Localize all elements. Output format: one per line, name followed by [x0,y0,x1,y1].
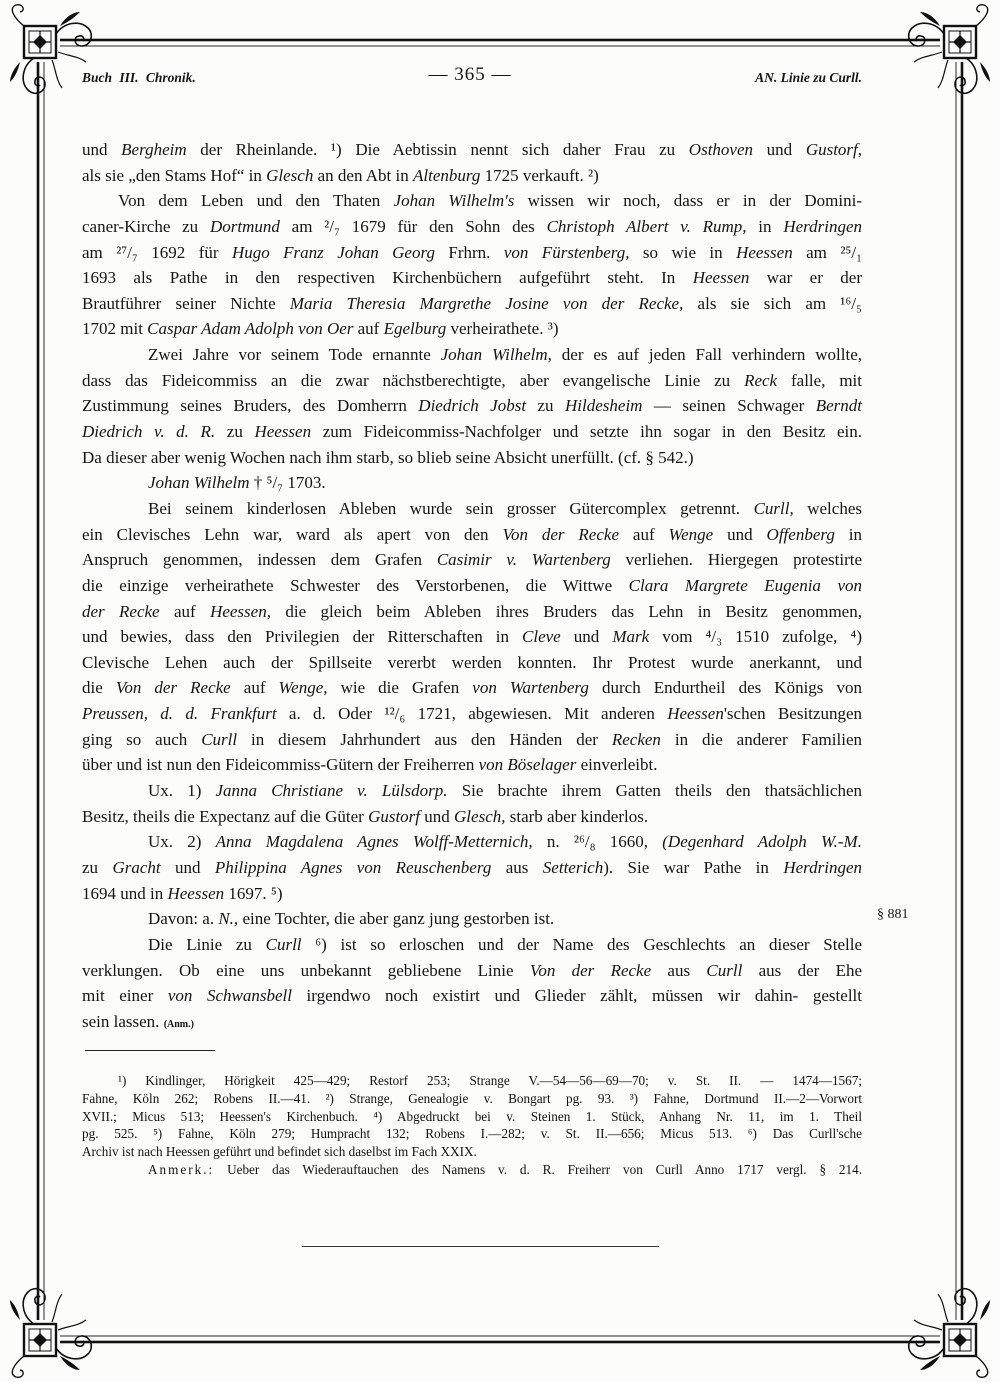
text-run: und [713,524,767,544]
text-run: caner-Kirche zu [82,216,210,236]
text-run: zum Fideicommiss-Nachfolger und setzte ihn sogar in den Besitz ein. [311,422,862,442]
italic-text-run: Johan Wilhelm [148,473,250,493]
italic-text-run: Curll, [753,498,794,518]
text-run: so wie in [629,242,737,262]
italic-text-run: Altenburg [413,165,481,185]
italic-text-run: Herdringen [783,857,863,877]
italic-text-run: Egelburg [383,319,447,339]
text-run: der es auf jeden Fall verhindern wollte, [551,345,862,365]
italic-text-run: Von der Recke [529,960,652,980]
italic-text-run: Clara Margrete Eugenia von [628,575,862,595]
text-run: in [746,216,784,236]
italic-text-run: Recken [611,729,661,749]
italic-text-run: Curll [265,934,302,954]
text-run: Besitz, theils die Expectanz auf die Güter [82,806,369,826]
text-run: ⁶) ist so erloschen und der Name des Geschlechts an dieser Stelle [301,934,862,954]
text-run: mit einer [82,986,168,1006]
text-line [82,675,862,701]
text-run: und bewies, dass den Privilegien der Ritterschaften in [82,627,523,647]
footnotes [82,1072,862,1179]
text-run: ¹) Kindlinger, Hörigkeit 425—429; Restorf 253; Strange V.—54—56—69—70; v. St. II. — 1474—1567; [118,1073,862,1088]
text-run: starb aber kinderlos. [505,806,649,826]
italic-text-run: Heessen [692,268,750,288]
italic-text-run: Gracht [112,857,161,877]
text-line [82,1108,862,1126]
text-run: 1693 als Pathe in den respectiven Kirchenbüchern aufgeführt steht. In [82,268,693,288]
text-line [82,188,862,214]
italic-text-run: Von der Recke [115,678,231,698]
italic-text-run: Curll [706,960,743,980]
italic-text-run: Berndt [815,396,862,416]
italic-text-run: Gustorf [368,806,421,826]
text-run: vom ⁴/₃ 1510 zufolge, ⁴) [649,627,862,647]
text-line [82,881,862,907]
italic-text-run: Hugo Franz Johan Georg [231,242,435,262]
text-run: einverleibt. [576,755,658,775]
text-run: dass das Fideicommiss an die zwar nächstberechtigte, aber evangelische Linie zu [82,370,745,390]
bottom-rule [302,1246,659,1247]
text-run: über und ist nun den Fideicommiss-Gütern der Freiherren [82,755,479,775]
italic-text-run: Glesch [266,165,314,185]
text-line [82,1090,862,1108]
text-line [82,265,862,291]
corner-ornament-bottom-left [10,1289,91,1378]
italic-text-run: Curll [201,729,238,749]
text-run: Sie brachte ihrem Gatten theils den thatsächlichen [447,781,862,801]
text-run: 1725 verkauft. ²) [480,165,599,185]
text-line [82,958,862,984]
italic-text-run: Glesch, [454,806,506,826]
text-run: durch Endurtheil des Königs von [588,678,862,698]
text-run: und [420,806,455,826]
text-line [82,624,862,650]
italic-text-run: Herdringen [783,216,863,236]
text-run: 1697. ⁵) [224,883,283,903]
text-run: † ⁵/₇ 1703. [249,473,326,493]
italic-text-run: Von der Recke [502,524,619,544]
text-line [82,547,862,573]
text-run: in [834,524,862,544]
text-run: wissen wir noch, dass er in der Domini- [514,191,862,211]
italic-text-run: Cleve [522,627,561,647]
text-run: als sie „den Stams Hof“ in [82,165,267,185]
italic-text-run: der Recke [82,601,160,621]
text-run: die [82,678,116,698]
text-line [82,906,909,932]
text-run: Clevische Lehen auch der Spillseite vererbt werden konnten. Ihr Protest wurde anerkannt, und [82,652,862,672]
text-run: XVII.; Micus 513; Heessen's Kirchenbuch. ⁴) Abgedruckt bei v. Steinen 1. Stück, Anhang Nr. 11, im 1. Theil [82,1108,862,1124]
main-text [82,137,909,1034]
text-run: auf [230,678,279,698]
italic-text-run: Mark [612,627,650,647]
text-run: verheirathete. ³) [446,319,559,339]
text-run: sein lassen. [82,1011,164,1031]
text-run: aus [651,960,707,980]
text-run: und [560,627,613,647]
text-line [82,445,862,471]
text-line [82,752,862,778]
italic-text-run: Diedrich v. d. R. [82,422,216,442]
text-run: Anmerk.: [148,1161,215,1177]
text-run: Zustimmung seines Bruders, des Domherrn [82,396,419,416]
text-run: 'schen Besitzungen [723,704,862,724]
text-line [82,214,862,240]
text-run: Davon: a. [148,909,219,929]
text-run: als sie sich am ¹⁶/₅ [683,293,862,313]
italic-text-run: Heessen, [210,601,271,621]
text-run: eine Tochter, die aber ganz jung gestorben ist. [238,909,555,929]
italic-text-run: N., [218,909,239,929]
italic-text-run: Preussen, d. d. Frankfurt [82,704,277,724]
italic-text-run: Janna Christiane v. Lülsdorp. [215,781,448,801]
text-run: ging so auch [82,729,202,749]
text-run: aus der Ehe [742,960,862,980]
text-line [82,1161,862,1179]
italic-text-run: Hildesheim [565,396,643,416]
text-line [82,342,862,368]
text-run: und [160,857,215,877]
text-run: 1702 mit [82,319,148,339]
italic-text-run: Heessen [254,422,312,442]
running-header-right: AN. Linie zu Curll. [755,70,862,85]
text-run: zu [526,396,566,416]
text-run: n. ²⁶/₈ 1660, [532,832,663,852]
text-line [82,573,862,599]
text-run: am ²⁵/₁ [792,242,863,262]
text-run: aus [491,857,543,877]
text-line [82,701,862,727]
italic-text-run: Heessen [667,704,724,724]
footnote-separator [85,1050,215,1051]
text-line [82,316,862,342]
text-run: der Rheinlande. ¹) Die Aebtissin nennt sich daher Frau zu [186,140,689,159]
corner-ornament-bottom-right [909,1289,990,1378]
text-run: falle, mit [777,370,862,390]
italic-text-run: Offenberg [766,524,835,544]
text-line [82,393,862,419]
italic-text-run: Gustorf, [805,140,863,159]
text-run: Ux. 1) [148,781,216,801]
italic-text-run: Maria Theresia Margrethe Josine von der Recke, [289,293,684,313]
italic-text-run: Wenge, [278,678,328,698]
text-line [82,470,862,496]
text-run: Von dem Leben und den Thaten [118,191,394,211]
italic-text-run: von Wartenberg [472,678,589,698]
italic-text-run: Caspar Adam Adolph von Oer [147,319,354,339]
text-run: Archiv ist nach Heessen geführt und befindet sich daselbst im Fach XXIX. [82,1144,477,1160]
margin-section-number: § 881 [877,907,909,923]
text-run: Die Linie zu [148,934,266,954]
italic-text-run: Casimir v. Wartenberg [436,550,611,570]
text-run: in diesem Jahrhundert aus den Händen der [237,729,612,749]
text-run: verliehen. Hiergegen protestirte [610,550,863,570]
text-run: verklungen. Ob eine uns unbekannt gebliebene Linie [82,960,530,980]
italic-text-run: Bergheim [121,140,187,159]
text-run: Ux. 2) [148,832,216,852]
text-line [82,1125,862,1143]
text-line [82,1143,862,1161]
text-run: auf [353,319,384,339]
text-run: (Anm.) [163,1018,194,1030]
text-run: und [753,140,806,159]
text-line [82,1009,862,1035]
text-run: Brautführer seiner Nichte [82,293,290,313]
text-line [82,932,862,958]
text-line [82,650,862,676]
text-run: Zwei Jahre vor seinem Tode ernannte [148,345,441,365]
italic-text-run: Christoph Albert v. Rump, [546,216,747,236]
italic-text-run: Dortmund [209,216,280,236]
text-run: Fahne, Köln 262; Robens II.—41. ²) Strange, Genealogie v. Bongart pg. 93. ³) Fahne, Dortmund II.—2—Vorwort [82,1090,862,1106]
text-line [82,1072,862,1090]
text-line [82,599,862,625]
italic-text-run: Johan Wilhelm, [440,345,552,365]
italic-text-run: Philippina Agnes von Reuschenberg [214,857,492,877]
text-line [82,855,862,881]
text-run: am ²/₇ 1679 für den Sohn des [279,216,547,236]
text-line [82,419,862,445]
text-run: die gleich beim Ableben ihres Bruders das Lehn in Besitz genommen, [270,601,862,621]
text-line [82,778,862,804]
corner-ornament-top-left [10,5,91,94]
italic-text-run: Setterich [542,857,604,877]
text-run: wie die Grafen [327,678,473,698]
text-run: pg. 525. ⁵) Fahne, Köln 279; Humpracht 132; Robens I.—282; v. St. II.—656; Micus 513. ⁶) Das Curll'sche [82,1126,862,1142]
text-run: die einzige verheirathete Schwester des Verstorbenen, die Wittwe [82,575,629,595]
corner-ornament-top-right [909,5,990,94]
text-run: auf [619,524,669,544]
text-run: war er der [749,268,862,288]
page-number: — 365 — [428,64,512,85]
italic-text-run: Anna Magdalena Agnes Wolff-Metternich, [215,832,533,852]
text-line [82,137,862,163]
italic-text-run: Diedrich Jobst [418,396,527,416]
text-line [82,727,862,753]
text-run: am ²⁷/₇ 1692 für [82,242,232,262]
text-line [82,829,862,855]
text-line [82,291,862,317]
italic-text-run: Johan Wilhelm's [393,191,515,211]
text-line [82,163,862,189]
italic-text-run: von Schwansbell [167,986,292,1006]
text-run: irgendwo noch existirt und Glieder zählt, müssen wir dahin- gestellt [291,986,862,1006]
text-run: ein Clevisches Lehn war, ward als apert von den [82,524,503,544]
text-run: auf [159,601,211,621]
text-line [82,804,862,830]
italic-text-run: Osthoven [688,140,754,159]
text-run: Ueber das Wiederauftauchen des Namens v. d. R. Freiherr von Curll Anno 1717 vergl. § 214. [214,1161,862,1177]
italic-text-run: Heessen [167,883,225,903]
text-run: 1694 und in [82,883,168,903]
text-run: an den Abt in [313,165,413,185]
text-run: welches [793,498,862,518]
text-run: a. d. Oder ¹²/₆ 1721, abgewiesen. Mit anderen [276,704,668,724]
text-run: und [82,140,122,159]
italic-text-run: Wenge [668,524,714,544]
italic-text-run: von Fürstenberg, [503,242,630,262]
running-header-left: Buch III. Chronik. [82,70,196,85]
text-run: zu [82,857,113,877]
text-run: Da dieser aber wenig Wochen nach ihm starb, so blieb seine Absicht unerfüllt. (cf. § 542.) [82,447,694,467]
italic-text-run: von Böselager [478,755,577,775]
text-run: ). Sie war Pathe in [603,857,784,877]
text-run: in die anderer Familien [660,729,862,749]
text-line [82,496,862,522]
running-header [82,66,862,90]
text-line [82,983,862,1009]
text-line [82,368,862,394]
italic-text-run: Reck [744,370,778,390]
text-line [82,522,862,548]
text-run: — seinen Schwager [642,396,816,416]
text-line [82,240,862,266]
text-run: Bei seinem kinderlosen Ableben wurde sein grosser Gütercomplex getrennt. [148,498,754,518]
text-run: Anspruch genommen, indessen dem Grafen [82,550,437,570]
italic-text-run: Heessen [736,242,793,262]
italic-text-run: (Degenhard Adolph W.-M. [662,832,862,852]
text-run: Frhrn. [434,242,504,262]
text-run: zu [215,422,255,442]
